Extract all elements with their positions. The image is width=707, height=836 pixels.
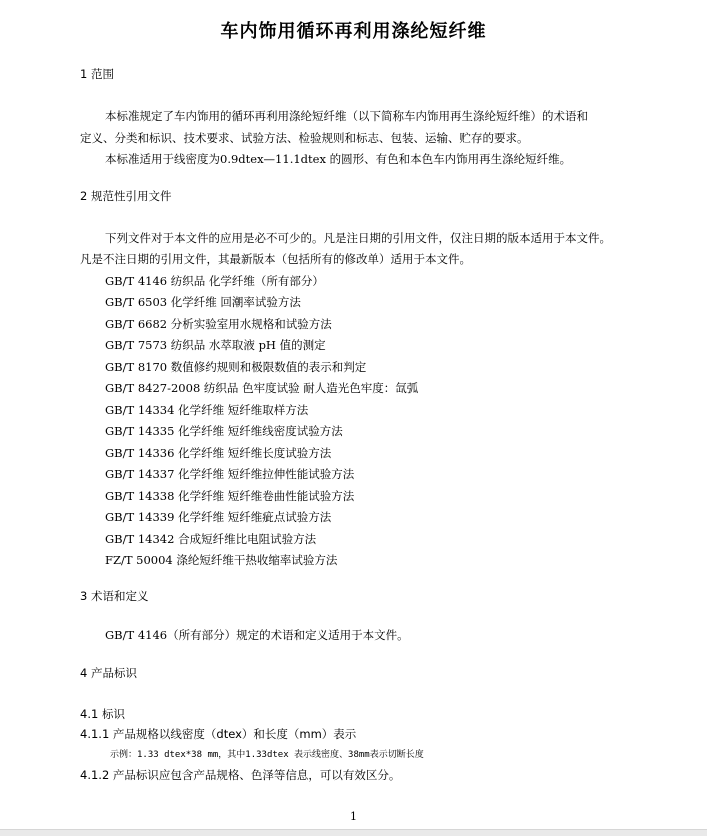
section-1-heading: 1 范围: [80, 67, 114, 81]
reference-item: GB/T 8170 数值修约规则和极限数值的表示和判定: [105, 360, 367, 374]
example-note: 示例：1.33 dtex*38 mm，其中1.33dtex 表示线密度、38mm表示切断长度: [110, 750, 424, 760]
subsection-4-1-2: 4.1.2 产品标识应包含产品规格、色泽等信息，可以有效区分。: [80, 768, 401, 782]
page-bottom-edge: [0, 829, 707, 836]
reference-item: GB/T 4146 纺织品 化学纤维（所有部分）: [105, 274, 324, 288]
reference-item: GB/T 6503 化学纤维 回潮率试验方法: [105, 295, 301, 309]
reference-item: GB/T 14342 合成短纤维比电阻试验方法: [105, 532, 317, 546]
reference-item: GB/T 14338 化学纤维 短纤维卷曲性能试验方法: [105, 489, 355, 503]
subsection-4-1-1: 4.1.1 产品规格以线密度（dtex）和长度（mm）表示: [80, 727, 357, 741]
section-3-paragraph: GB/T 4146（所有部分）规定的术语和定义适用于本文件。: [105, 628, 409, 642]
document-title: 车内饰用循环再利用涤纶短纤维: [220, 21, 487, 42]
reference-item: GB/T 7573 纺织品 水萃取液 pH 值的测定: [105, 338, 326, 352]
section-3-heading: 3 术语和定义: [80, 589, 149, 603]
page-number: 1: [350, 810, 357, 823]
section-2-paragraph-line-1: 下列文件对于本文件的应用是必不可少的。凡是注日期的引用文件，仅注日期的版本适用于本文件。: [105, 231, 611, 245]
reference-item: FZ/T 50004 涤纶短纤维干热收缩率试验方法: [105, 553, 338, 567]
reference-item: GB/T 6682 分析实验室用水规格和试验方法: [105, 317, 332, 331]
section-2-paragraph-line-2: 凡是不注日期的引用文件，其最新版本（包括所有的修改单）适用于本文件。: [80, 252, 471, 266]
reference-item: GB/T 14334 化学纤维 短纤维取样方法: [105, 403, 309, 417]
reference-item: GB/T 14335 化学纤维 短纤维线密度试验方法: [105, 424, 343, 438]
section-1-paragraph-2: 本标准适用于线密度为0.9dtex—11.1dtex 的圆形、有色和本色车内饰用再生涤纶短纤维。: [105, 152, 572, 166]
subsection-4-1-heading: 4.1 标识: [80, 707, 125, 721]
reference-item: GB/T 14339 化学纤维 短纤维疵点试验方法: [105, 510, 332, 524]
section-4-heading: 4 产品标识: [80, 666, 137, 680]
reference-item: GB/T 14336 化学纤维 短纤维长度试验方法: [105, 446, 332, 460]
reference-item: GB/T 14337 化学纤维 短纤维拉伸性能试验方法: [105, 467, 355, 481]
section-2-heading: 2 规范性引用文件: [80, 189, 172, 203]
section-1-paragraph-1-line-2: 定义、分类和标识、技术要求、试验方法、检验规则和标志、包装、运输、贮存的要求。: [80, 131, 529, 145]
section-1-paragraph-1-line-1: 本标准规定了车内饰用的循环再利用涤纶短纤维（以下简称车内饰用再生涤纶短纤维）的术语和: [105, 109, 588, 123]
reference-item: GB/T 8427-2008 纺织品 色牢度试验 耐人造光色牢度：氙弧: [105, 381, 419, 395]
